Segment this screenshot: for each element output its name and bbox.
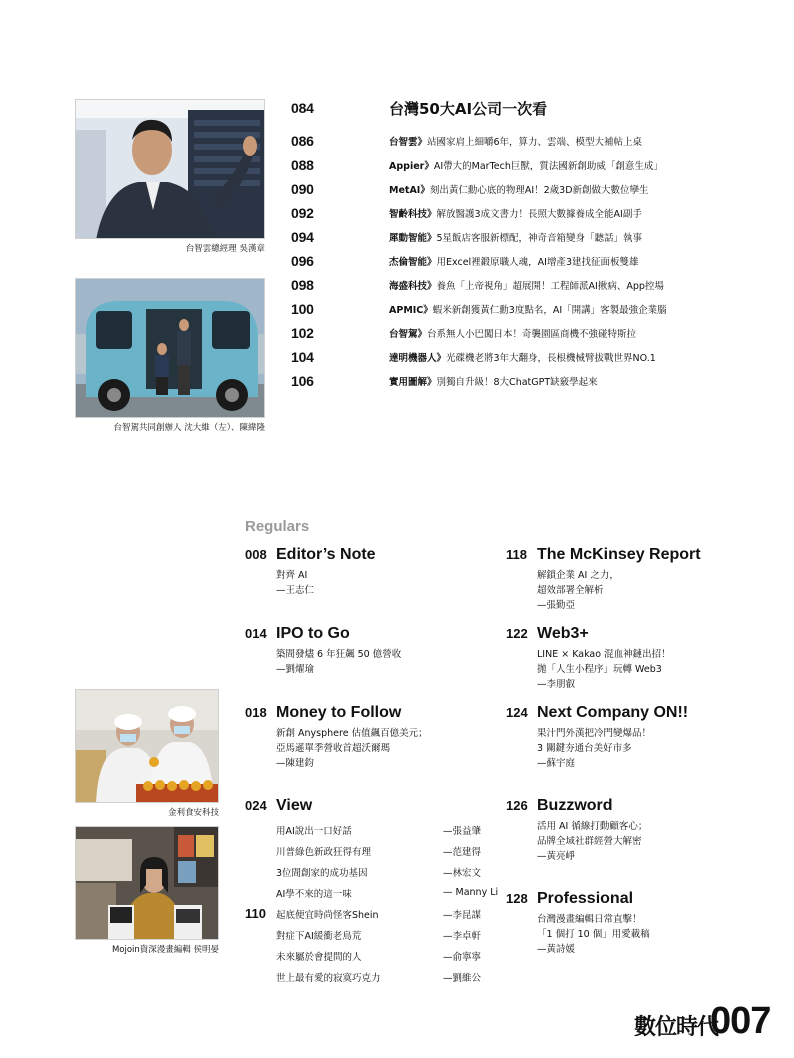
feature-page-number: 088 bbox=[291, 157, 314, 173]
feature-row[interactable] bbox=[291, 179, 649, 199]
feature-company: 犀動智能》 bbox=[389, 233, 437, 244]
view-item-author: — Manny Li bbox=[443, 887, 499, 898]
feature-page-number: 098 bbox=[291, 277, 314, 293]
feature-row[interactable] bbox=[291, 155, 663, 175]
feature-row[interactable] bbox=[291, 227, 642, 247]
feature-row[interactable] bbox=[291, 323, 636, 343]
comic-editor-photo-illustration bbox=[76, 827, 219, 940]
regular-entry-editors-note[interactable] bbox=[245, 546, 376, 598]
photo2-caption: 台智駕共同創辦人 沈大維（左）、陳緯隆 bbox=[113, 423, 265, 433]
magazine-brand: 數位時代 bbox=[634, 1015, 719, 1040]
regular-entry-mckinsey[interactable] bbox=[506, 546, 701, 613]
photo-vehicle bbox=[75, 278, 265, 418]
feature-row[interactable] bbox=[291, 299, 667, 319]
feature-headline: 站國家肩上細嚼6年，算力、雲端、模型大補帖上桌 bbox=[427, 137, 643, 148]
view-item-title: AI學不來的這一味 bbox=[276, 888, 352, 900]
view-item[interactable] bbox=[245, 819, 481, 840]
regular-line: 台灣漫畫編輯日常直擊！ bbox=[537, 914, 642, 925]
feature-headline: 蝦米新創獲黃仁勳3度點名，AI「開講」客製最強企業腦 bbox=[432, 305, 667, 316]
feature-headline: 光碟機老將3年大翻身，長根機械臂拔戰世界NO.1 bbox=[446, 353, 656, 364]
regular-page-number: 126 bbox=[506, 798, 528, 813]
regular-title: Professional bbox=[537, 890, 634, 907]
feature-company: 台智雲》 bbox=[389, 137, 428, 148]
feature-headline: 刻出黃仁勳心底的物理AI！2歲3D新創做大數位孿生 bbox=[429, 185, 649, 196]
regular-author: —蘇宇庭 bbox=[537, 758, 576, 769]
regular-line: 亞馬遜單季營收首超沃爾瑪 bbox=[276, 743, 391, 754]
regular-line: LINE × Kakao 混血神鏈出招！ bbox=[537, 649, 671, 660]
feature-company: 台智駕》 bbox=[389, 329, 428, 340]
regular-title: Buzzword bbox=[537, 797, 613, 814]
view-item-author: —俞寧寧 bbox=[443, 951, 482, 963]
feature-page-number: 106 bbox=[291, 373, 314, 389]
regular-line: 活用 AI 循線打動顧客心； bbox=[537, 821, 648, 832]
feature-headline: 解放醫護3成文書力！長照大數據養成全能AI副手 bbox=[436, 209, 642, 220]
regular-page-number: 122 bbox=[506, 626, 528, 641]
feature-company: Appier》 bbox=[389, 161, 434, 172]
view-item[interactable] bbox=[245, 924, 481, 945]
feature-company: MetAI》 bbox=[389, 185, 430, 196]
regulars-label: Regulars bbox=[245, 518, 310, 535]
feature-page-number: 092 bbox=[291, 205, 314, 221]
feature-company: 海盛科技》 bbox=[389, 281, 437, 292]
view-item-title: 用AI說出一口好話 bbox=[276, 825, 352, 837]
feature-headline: 5星飯店客服新標配，神奇音箱變身「聽話」執事 bbox=[436, 233, 643, 244]
feature-head-page-number: 084 bbox=[291, 100, 314, 116]
regular-page-number: 018 bbox=[245, 705, 267, 720]
regular-page-number: 118 bbox=[506, 547, 527, 562]
view-item[interactable] bbox=[245, 903, 481, 924]
regular-line: 3 關鍵夯通台美好市多 bbox=[537, 743, 632, 754]
photo4-caption: Mojoin資深漫畫編輯 侯明晏 bbox=[111, 945, 219, 955]
view-item-author: —李昆謀 bbox=[443, 909, 482, 921]
view-item-author: —林宏文 bbox=[443, 867, 482, 879]
regular-author: —陳建鈞 bbox=[276, 758, 315, 769]
executive-photo-illustration bbox=[76, 100, 265, 239]
photo-executive bbox=[75, 99, 265, 239]
photo-comic-editor bbox=[75, 826, 219, 940]
regular-title: IPO to Go bbox=[276, 625, 350, 642]
view-item-author: —張益肇 bbox=[443, 825, 482, 837]
regular-title: The McKinsey Report bbox=[537, 546, 701, 563]
regular-author: —李朋叡 bbox=[537, 679, 576, 690]
feature-page-number: 104 bbox=[291, 349, 314, 365]
feature-row[interactable] bbox=[291, 203, 642, 223]
feature-row[interactable] bbox=[291, 275, 664, 295]
feature-page-number: 102 bbox=[291, 325, 314, 341]
feature-row[interactable] bbox=[291, 251, 639, 271]
regular-title: Web3+ bbox=[537, 625, 589, 642]
feature-company: APMIC》 bbox=[389, 305, 433, 316]
feature-row[interactable] bbox=[291, 347, 656, 367]
regular-entry-next-company[interactable] bbox=[506, 704, 688, 771]
regular-author: —張勤亞 bbox=[537, 600, 576, 611]
regular-line: 解鎖企業 AI 之力， bbox=[537, 570, 619, 581]
feature-page-number: 086 bbox=[291, 133, 314, 149]
view-item-title: 對症下AI緩衝老鳥荒 bbox=[276, 930, 362, 942]
view-item-title: 世上最有愛的寂寞巧克力 bbox=[276, 972, 381, 984]
regular-line: 果汁門外漢把冷門變爆品！ bbox=[537, 728, 652, 739]
view-item-author: —劉維公 bbox=[443, 972, 482, 984]
regular-page-number: 024 bbox=[245, 798, 267, 813]
regular-title: Next Company ON!! bbox=[537, 704, 689, 721]
feature-head-row[interactable] bbox=[291, 97, 547, 119]
vehicle-photo-illustration bbox=[76, 279, 265, 418]
regular-page-number: 124 bbox=[506, 705, 528, 720]
regular-author: —黃亮崢 bbox=[537, 851, 576, 862]
view-item[interactable] bbox=[245, 840, 481, 861]
regular-line: 對齊 AI bbox=[276, 570, 308, 581]
feature-page-number: 094 bbox=[291, 229, 314, 245]
regular-entry-buzzword[interactable] bbox=[506, 797, 647, 864]
view-item[interactable] bbox=[245, 882, 498, 903]
feature-headline: 用Excel裡鍛原職人魂，AI增產3建找征面板雙雄 bbox=[436, 257, 639, 268]
view-page-number: 110 bbox=[245, 906, 266, 921]
feature-company: 杰倫智能》 bbox=[389, 257, 437, 268]
regular-entry-web3[interactable] bbox=[506, 625, 671, 692]
view-item[interactable] bbox=[245, 945, 481, 966]
regular-line: 超效部署全解析 bbox=[537, 585, 604, 596]
feature-company: 實用圖解》 bbox=[389, 377, 437, 388]
photo-food-safety bbox=[75, 689, 219, 803]
regular-page-number: 014 bbox=[245, 626, 267, 641]
view-item-title: 起底便宜時尚怪客Shein bbox=[276, 909, 379, 921]
feature-company: 智齡科技》 bbox=[389, 209, 437, 220]
regular-entry-view[interactable] bbox=[245, 797, 312, 819]
feature-company: 達明機器人》 bbox=[389, 353, 447, 364]
feature-headline: 養魚「上帝視角」超展開！工程師派AI揪病、App控場 bbox=[436, 281, 664, 292]
regular-entry-money-to-follow[interactable] bbox=[245, 704, 428, 771]
regular-author: —黃詩媛 bbox=[537, 944, 576, 955]
view-item-title: 未來屬於會提問的人 bbox=[276, 951, 362, 963]
view-item-title: 川普綠色新政狂得有理 bbox=[276, 846, 372, 858]
regular-entry-professional[interactable] bbox=[506, 890, 650, 957]
regular-title: View bbox=[276, 797, 313, 814]
photo3-caption: 金利食安科技 bbox=[167, 808, 219, 818]
feature-headline: 台系無人小巴闖日本！奇襲園區商機不強碰特斯拉 bbox=[427, 329, 637, 340]
feature-row[interactable] bbox=[291, 371, 598, 391]
feature-head-title: 台灣50大AI公司一次看 bbox=[389, 99, 548, 118]
regular-title: Money to Follow bbox=[276, 704, 402, 721]
regular-line: 築間發燼 6 年狂飆 50 億營收 bbox=[276, 649, 402, 660]
page-number: 007 bbox=[710, 1000, 771, 1042]
view-item[interactable] bbox=[245, 861, 481, 882]
regular-entry-ipo-to-go[interactable] bbox=[245, 625, 401, 677]
view-item[interactable] bbox=[245, 966, 481, 987]
view-item-author: —李卓軒 bbox=[443, 930, 482, 942]
feature-page-number: 100 bbox=[291, 301, 314, 317]
regular-line: 「1 個打 10 個」用愛載稿 bbox=[537, 929, 650, 940]
view-item-author: —范建得 bbox=[443, 846, 482, 858]
regular-title: Editor’s Note bbox=[276, 546, 376, 563]
feature-page-number: 096 bbox=[291, 253, 314, 269]
feature-row[interactable] bbox=[291, 131, 642, 151]
feature-headline: 別獨自升級！8大ChatGPT缺竅學起來 bbox=[436, 377, 598, 388]
regular-line: 拋「人生小程序」玩轉 Web3 bbox=[537, 664, 662, 675]
regular-line: 品牌全域社群經營大解密 bbox=[537, 836, 642, 847]
regular-author: —王志仁 bbox=[276, 585, 315, 596]
feature-page-number: 090 bbox=[291, 181, 314, 197]
regular-line: 新創 Anysphere 估值飆百億美元； bbox=[276, 728, 428, 739]
photo1-caption: 台智雲總經理 吳漢章 bbox=[185, 244, 265, 254]
feature-headline: AI帶大的MarTech巨獸，質法國新創助威「創意生成」 bbox=[433, 161, 663, 172]
food-safety-photo-illustration bbox=[76, 690, 219, 803]
view-item-title: 3位間創家的成功基因 bbox=[276, 867, 368, 879]
regular-author: —劉燿瑜 bbox=[276, 664, 315, 675]
regular-page-number: 128 bbox=[506, 891, 528, 906]
regular-page-number: 008 bbox=[245, 547, 267, 562]
